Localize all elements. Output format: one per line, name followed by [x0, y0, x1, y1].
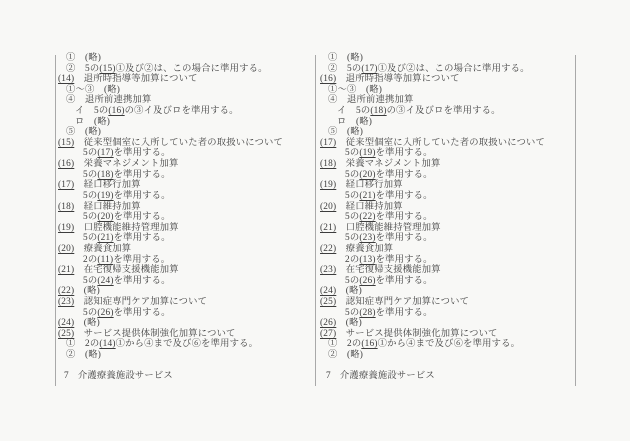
- text-segment: 5の: [345, 233, 360, 244]
- revision-underlined-reference: (18): [97, 169, 114, 180]
- text-line: [320, 255, 574, 266]
- revision-underlined-reference: (17): [361, 63, 378, 74]
- revision-underlined-reference: (24): [320, 286, 337, 297]
- text-segment: ロ (略): [337, 116, 373, 127]
- revision-underlined-reference: (25): [320, 297, 337, 308]
- revision-underlined-reference: (13): [359, 254, 376, 265]
- text-segment: 5の: [83, 212, 98, 223]
- text-segment: 口腔機能維持管理加算: [74, 222, 179, 233]
- text-segment: 退所時指導等加算について: [336, 74, 460, 85]
- text-line: [58, 53, 312, 64]
- text-line: [58, 329, 312, 340]
- revision-underlined-reference: (21): [320, 222, 337, 233]
- text-segment: ①から④まで及び⑥を準用する。: [115, 339, 259, 350]
- revision-underlined-reference: (23): [359, 233, 376, 244]
- text-line: [320, 233, 574, 244]
- text-line: [58, 339, 312, 350]
- section-title: 介護療養施設サービス: [77, 371, 173, 381]
- revision-underlined-reference: (24): [58, 318, 75, 329]
- text-segment: 療養食加算: [74, 243, 132, 254]
- text-segment: ② 5の: [66, 63, 100, 74]
- revision-underlined-reference: (19): [97, 190, 114, 201]
- revision-underlined-reference: (11): [97, 254, 114, 265]
- text-segment: 5の: [345, 275, 360, 286]
- revision-underlined-reference: (26): [359, 275, 376, 286]
- text-segment: 栄養マネジメント加算: [336, 159, 441, 170]
- revision-underlined-reference: (14): [58, 74, 75, 85]
- revision-underlined-reference: (16): [320, 74, 337, 85]
- text-line: [320, 159, 574, 170]
- text-segment: を準用する。: [113, 307, 171, 318]
- text-line: [58, 202, 312, 213]
- text-segment: を準用する。: [375, 254, 433, 265]
- text-line: [58, 95, 312, 106]
- text-segment: を準用する。: [375, 233, 433, 244]
- revision-underlined-reference: (24): [97, 275, 114, 286]
- text-block: [58, 53, 312, 361]
- text-line: [320, 350, 574, 361]
- text-segment: イ 5の: [75, 106, 109, 117]
- revision-underlined-reference: (23): [58, 297, 75, 308]
- text-segment: 5の: [83, 275, 98, 286]
- text-segment: ① (略): [66, 53, 102, 63]
- text-segment: 5の: [345, 307, 360, 318]
- text-line: [320, 180, 574, 191]
- text-segment: の③イ及びロを準用する。: [386, 106, 501, 117]
- text-segment: を準用する。: [375, 190, 433, 201]
- text-line: [320, 148, 574, 159]
- text-segment: 5の: [83, 169, 98, 180]
- text-line: [58, 318, 312, 329]
- text-segment: を準用する。: [113, 275, 171, 286]
- text-line: [320, 191, 574, 202]
- revision-underlined-reference: (21): [359, 190, 376, 201]
- text-line: [320, 276, 574, 287]
- revision-underlined-reference: (23): [320, 265, 337, 276]
- text-segment: ①及び②は、この場合に準用する。: [115, 63, 268, 74]
- text-segment: を準用する。: [375, 275, 433, 286]
- text-segment: 5の: [83, 233, 98, 244]
- text-segment: ①から④まで及び⑥を準用する。: [377, 339, 521, 350]
- revision-underlined-reference: (18): [370, 106, 387, 117]
- revision-underlined-reference: (27): [320, 328, 337, 339]
- revision-underlined-reference: (16): [108, 106, 125, 117]
- text-line: [58, 223, 312, 234]
- revision-underlined-reference: (25): [58, 328, 75, 339]
- text-segment: 2の: [345, 254, 360, 265]
- text-segment: ⑤ (略): [328, 127, 364, 138]
- text-segment: 従来型個室に入所していた者の取扱いについて: [336, 137, 546, 148]
- text-segment: 経口移行加算: [74, 180, 141, 191]
- text-segment: 5の: [345, 169, 360, 180]
- text-segment: ① 2の: [328, 339, 362, 350]
- revision-underlined-reference: (22): [320, 243, 337, 254]
- text-segment: 5の: [83, 148, 98, 159]
- text-segment: を準用する。: [113, 169, 171, 180]
- text-line: [58, 308, 312, 319]
- text-segment: 従来型個室に入所していた者の取扱いについて: [74, 137, 284, 148]
- text-segment: の③イ及びロを準用する。: [124, 106, 239, 117]
- text-segment: ② (略): [66, 350, 102, 361]
- revision-underlined-reference: (17): [320, 137, 337, 148]
- text-line: [320, 202, 574, 213]
- text-segment: を準用する。: [113, 254, 171, 265]
- text-line: [320, 244, 574, 255]
- text-line: [58, 244, 312, 255]
- revision-underlined-reference: (20): [58, 243, 75, 254]
- text-segment: ①～③ (略): [66, 84, 121, 95]
- table-border-left: [55, 55, 56, 386]
- text-line: [320, 308, 574, 319]
- text-segment: を準用する。: [113, 190, 171, 201]
- revision-underlined-reference: (19): [320, 180, 337, 191]
- text-line: [320, 339, 574, 350]
- text-line: [58, 85, 312, 96]
- text-line: [320, 265, 574, 276]
- text-line: [320, 223, 574, 234]
- text-line: [320, 170, 574, 181]
- text-segment: ⑤ (略): [66, 127, 102, 138]
- page-footer-left: [64, 371, 173, 382]
- text-segment: 経口維持加算: [336, 201, 403, 212]
- revision-underlined-reference: (17): [97, 148, 114, 159]
- text-line: [58, 286, 312, 297]
- text-segment: ④ 退所前連携加算: [66, 95, 152, 106]
- text-segment: ① (略): [328, 53, 364, 63]
- text-segment: ①～③ (略): [328, 84, 383, 95]
- text-segment: ② (略): [328, 350, 364, 361]
- text-line: [58, 117, 312, 128]
- page-number: 7: [64, 371, 69, 381]
- text-segment: 退所時指導等加算について: [74, 74, 198, 85]
- text-line: [58, 138, 312, 149]
- text-line: [58, 191, 312, 202]
- text-line: [320, 127, 574, 138]
- text-segment: 5の: [345, 148, 360, 159]
- table-border-middle: [315, 55, 316, 386]
- text-segment: ロ (略): [75, 116, 111, 127]
- revision-underlined-reference: (20): [97, 212, 114, 223]
- text-line: [320, 212, 574, 223]
- text-segment: イ 5の: [337, 106, 371, 117]
- revision-underlined-reference: (16): [361, 339, 378, 350]
- page-number: 7: [326, 371, 331, 381]
- text-segment: 経口移行加算: [336, 180, 403, 191]
- text-segment: (略): [74, 286, 100, 297]
- revision-underlined-reference: (15): [99, 63, 116, 74]
- text-segment: ①及び②は、この場合に準用する。: [377, 63, 530, 74]
- text-line: [58, 74, 312, 85]
- text-segment: 栄養マネジメント加算: [74, 159, 179, 170]
- text-segment: ④ 退所前連携加算: [328, 95, 414, 106]
- text-line: [58, 127, 312, 138]
- text-line: [58, 159, 312, 170]
- text-line: [58, 64, 312, 75]
- text-line: [58, 350, 312, 361]
- text-segment: サービス提供体制強化加算について: [336, 328, 498, 339]
- revision-underlined-reference: (16): [58, 159, 75, 170]
- text-line: [320, 318, 574, 329]
- revision-underlined-reference: (22): [359, 212, 376, 223]
- revision-underlined-reference: (17): [58, 180, 75, 191]
- text-segment: 5の: [345, 212, 360, 223]
- text-line: [58, 148, 312, 159]
- text-segment: ② 5の: [328, 63, 362, 74]
- text-block: [320, 53, 574, 361]
- text-line: [320, 74, 574, 85]
- revision-underlined-reference: (15): [58, 137, 75, 148]
- text-line: [320, 85, 574, 96]
- text-segment: を準用する。: [113, 148, 171, 159]
- text-line: [320, 329, 574, 340]
- table-border-right: [575, 55, 576, 386]
- revision-underlined-reference: (19): [359, 148, 376, 159]
- text-segment: 5の: [83, 307, 98, 318]
- revision-underlined-reference: (28): [359, 307, 376, 318]
- page-column-left: [58, 53, 312, 361]
- revision-underlined-reference: (22): [58, 286, 75, 297]
- text-segment: を準用する。: [375, 212, 433, 223]
- text-line: [58, 276, 312, 287]
- text-line: [320, 95, 574, 106]
- text-segment: 5の: [83, 190, 98, 201]
- text-line: [320, 106, 574, 117]
- text-segment: サービス提供体制強化加算について: [74, 328, 236, 339]
- text-line: [58, 265, 312, 276]
- text-line: [320, 64, 574, 75]
- revision-underlined-reference: (19): [58, 222, 75, 233]
- text-line: [58, 297, 312, 308]
- revision-underlined-reference: (18): [320, 159, 337, 170]
- revision-underlined-reference: (26): [320, 318, 337, 329]
- text-segment: を準用する。: [375, 169, 433, 180]
- text-line: [320, 117, 574, 128]
- text-segment: 2の: [83, 254, 98, 265]
- text-line: [320, 53, 574, 64]
- page-column-right: [320, 53, 574, 361]
- text-line: [58, 180, 312, 191]
- text-segment: 在宅復帰支援機能加算: [74, 265, 179, 276]
- text-segment: を準用する。: [113, 212, 171, 223]
- text-line: [58, 106, 312, 117]
- text-segment: 認知症専門ケア加算について: [336, 297, 470, 308]
- text-line: [58, 255, 312, 266]
- text-line: [320, 297, 574, 308]
- text-segment: 口腔機能維持管理加算: [336, 222, 441, 233]
- text-segment: 経口維持加算: [74, 201, 141, 212]
- revision-underlined-reference: (20): [359, 169, 376, 180]
- revision-underlined-reference: (14): [99, 339, 116, 350]
- text-segment: 5の: [345, 190, 360, 201]
- revision-underlined-reference: (21): [97, 233, 114, 244]
- text-line: [58, 233, 312, 244]
- text-line: [320, 286, 574, 297]
- text-segment: (略): [336, 286, 362, 297]
- text-segment: 在宅復帰支援機能加算: [336, 265, 441, 276]
- text-segment: (略): [74, 318, 100, 329]
- revision-underlined-reference: (26): [97, 307, 114, 318]
- revision-underlined-reference: (20): [320, 201, 337, 212]
- text-segment: 療養食加算: [336, 243, 394, 254]
- text-segment: 認知症専門ケア加算について: [74, 297, 208, 308]
- text-line: [58, 170, 312, 181]
- revision-underlined-reference: (21): [58, 265, 75, 276]
- text-line: [58, 212, 312, 223]
- text-segment: (略): [336, 318, 362, 329]
- text-segment: ① 2の: [66, 339, 100, 350]
- revision-underlined-reference: (18): [58, 201, 75, 212]
- text-line: [320, 138, 574, 149]
- section-title: 介護療養施設サービス: [339, 371, 435, 381]
- text-segment: を準用する。: [375, 148, 433, 159]
- page-footer-right: [326, 371, 435, 382]
- text-segment: を準用する。: [113, 233, 171, 244]
- text-segment: を準用する。: [375, 307, 433, 318]
